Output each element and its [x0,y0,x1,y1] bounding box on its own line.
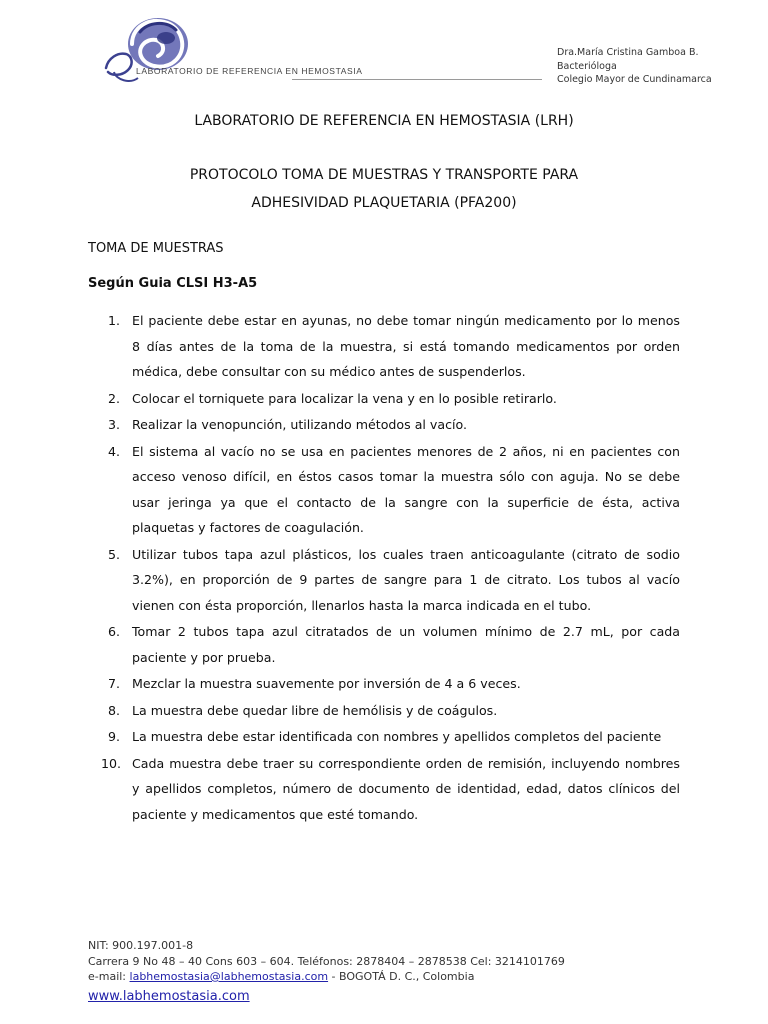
step-number: 1. [108,313,121,328]
footer-nit: NIT: 900.197.001-8 [88,939,194,952]
protocol-step [88,751,680,828]
step-text: Utilizar tubos tapa azul plásticos, los cuales traen anticoagulante (citrato de sodio 3.2%), en proporción de 9 partes de sangre para 1 de citrato. Los tubos al vacío vienen con ésta proporción, llenarlos hasta la marca indicada en el tubo. [132,546,680,613]
doctor-title: Bacterióloga [557,60,617,72]
protocol-step [88,671,680,697]
step-number: 6. [108,624,121,639]
protocol-steps-list [88,308,680,828]
doctor-info [557,46,712,87]
step-number: 4. [108,443,121,459]
footer-city: - BOGOTÁ D. C., Colombia [328,970,475,983]
step-number: 9. [108,729,121,744]
protocol-step [88,724,680,750]
step-number: 8. [108,702,121,718]
step-text: Realizar la venopunción, utilizando métodos al vacío. [132,417,467,432]
step-number: 10. [101,755,122,771]
step-text: Tomar 2 tubos tapa azul citratados de un volumen mínimo de 2.7 mL, por cada paciente y por prueba. [132,624,680,665]
step-text: La muestra debe estar identificada con nombres y apellidos completos del paciente [132,729,662,744]
step-text: El sistema al vacío no se usa en pacientes menores de 2 años, ni en pacientes con acceso venoso difícil, en éstos casos tomar la muestra sólo con aguja. No se debe usar jeringa ya que el contacto de la sangre con la superficie de ésta, activa plaquetas y factores de coagulación. [132,443,680,535]
protocol-step [88,308,680,385]
protocol-step [88,386,680,412]
guide-heading: Según Guia CLSI H3-A5 [88,276,258,291]
protocol-step [88,698,680,724]
document-lab-title: LABORATORIO DE REFERENCIA EN HEMOSTASIA (LRH) [194,113,574,129]
page-footer [88,938,565,1004]
protocol-step [88,439,680,541]
footer-email-label: e-mail: [88,970,130,983]
footer-address: Carrera 9 No 48 – 40 Cons 603 – 604. Teléfonos: 2878404 – 2878538 Cel: 3214101769 [88,954,565,968]
header-divider [292,79,542,80]
footer-contact [88,969,565,985]
step-text: Cada muestra debe traer su correspondiente orden de remisión, incluyendo nombres y apellidos completos, número de documento de identidad, edad, datos clínicos del paciente y medicamentos que esté tomando. [132,755,680,822]
protocol-step [88,542,680,619]
step-text: La muestra debe quedar libre de hemólisis y de coágulos. [132,702,498,718]
step-text: Mezclar la muestra suavemente por inversión de 4 a 6 veces. [132,676,521,691]
step-number: 7. [108,676,121,691]
protocol-title-line-1: PROTOCOLO TOMA DE MUESTRAS Y TRANSPORTE PARA [189,167,579,183]
protocol-step [88,619,680,670]
step-text: El paciente debe estar en ayunas, no debe tomar ningún medicamento por lo menos 8 días antes de la toma de la muestra, si está tomando medicamentos por orden médica, debe consultar con su médico antes de suspenderlos. [132,313,680,379]
step-number: 3. [108,417,121,432]
section-heading: TOMA DE MUESTRAS [88,241,224,256]
lab-logo [96,10,216,90]
lab-name-wordmark: LABORATORIO DE REFERENCIA EN HEMOSTASIA [136,66,363,76]
step-number: 2. [108,390,121,406]
protocol-step [88,412,680,438]
protocol-title-line-2: ADHESIVIDAD PLAQUETARIA (PFA200) [251,195,517,211]
footer-email-link[interactable]: labhemostasia@labhemostasia.com [129,970,329,983]
step-number: 5. [108,546,121,562]
footer-website-link[interactable]: www.labhemostasia.com [88,988,250,1004]
step-text: Colocar el torniquete para localizar la vena y en lo posible retirarlo. [132,390,557,406]
institution-name: Colegio Mayor de Cundinamarca [557,74,712,85]
doctor-name: Dra.María Cristina Gamboa B. [557,47,699,58]
